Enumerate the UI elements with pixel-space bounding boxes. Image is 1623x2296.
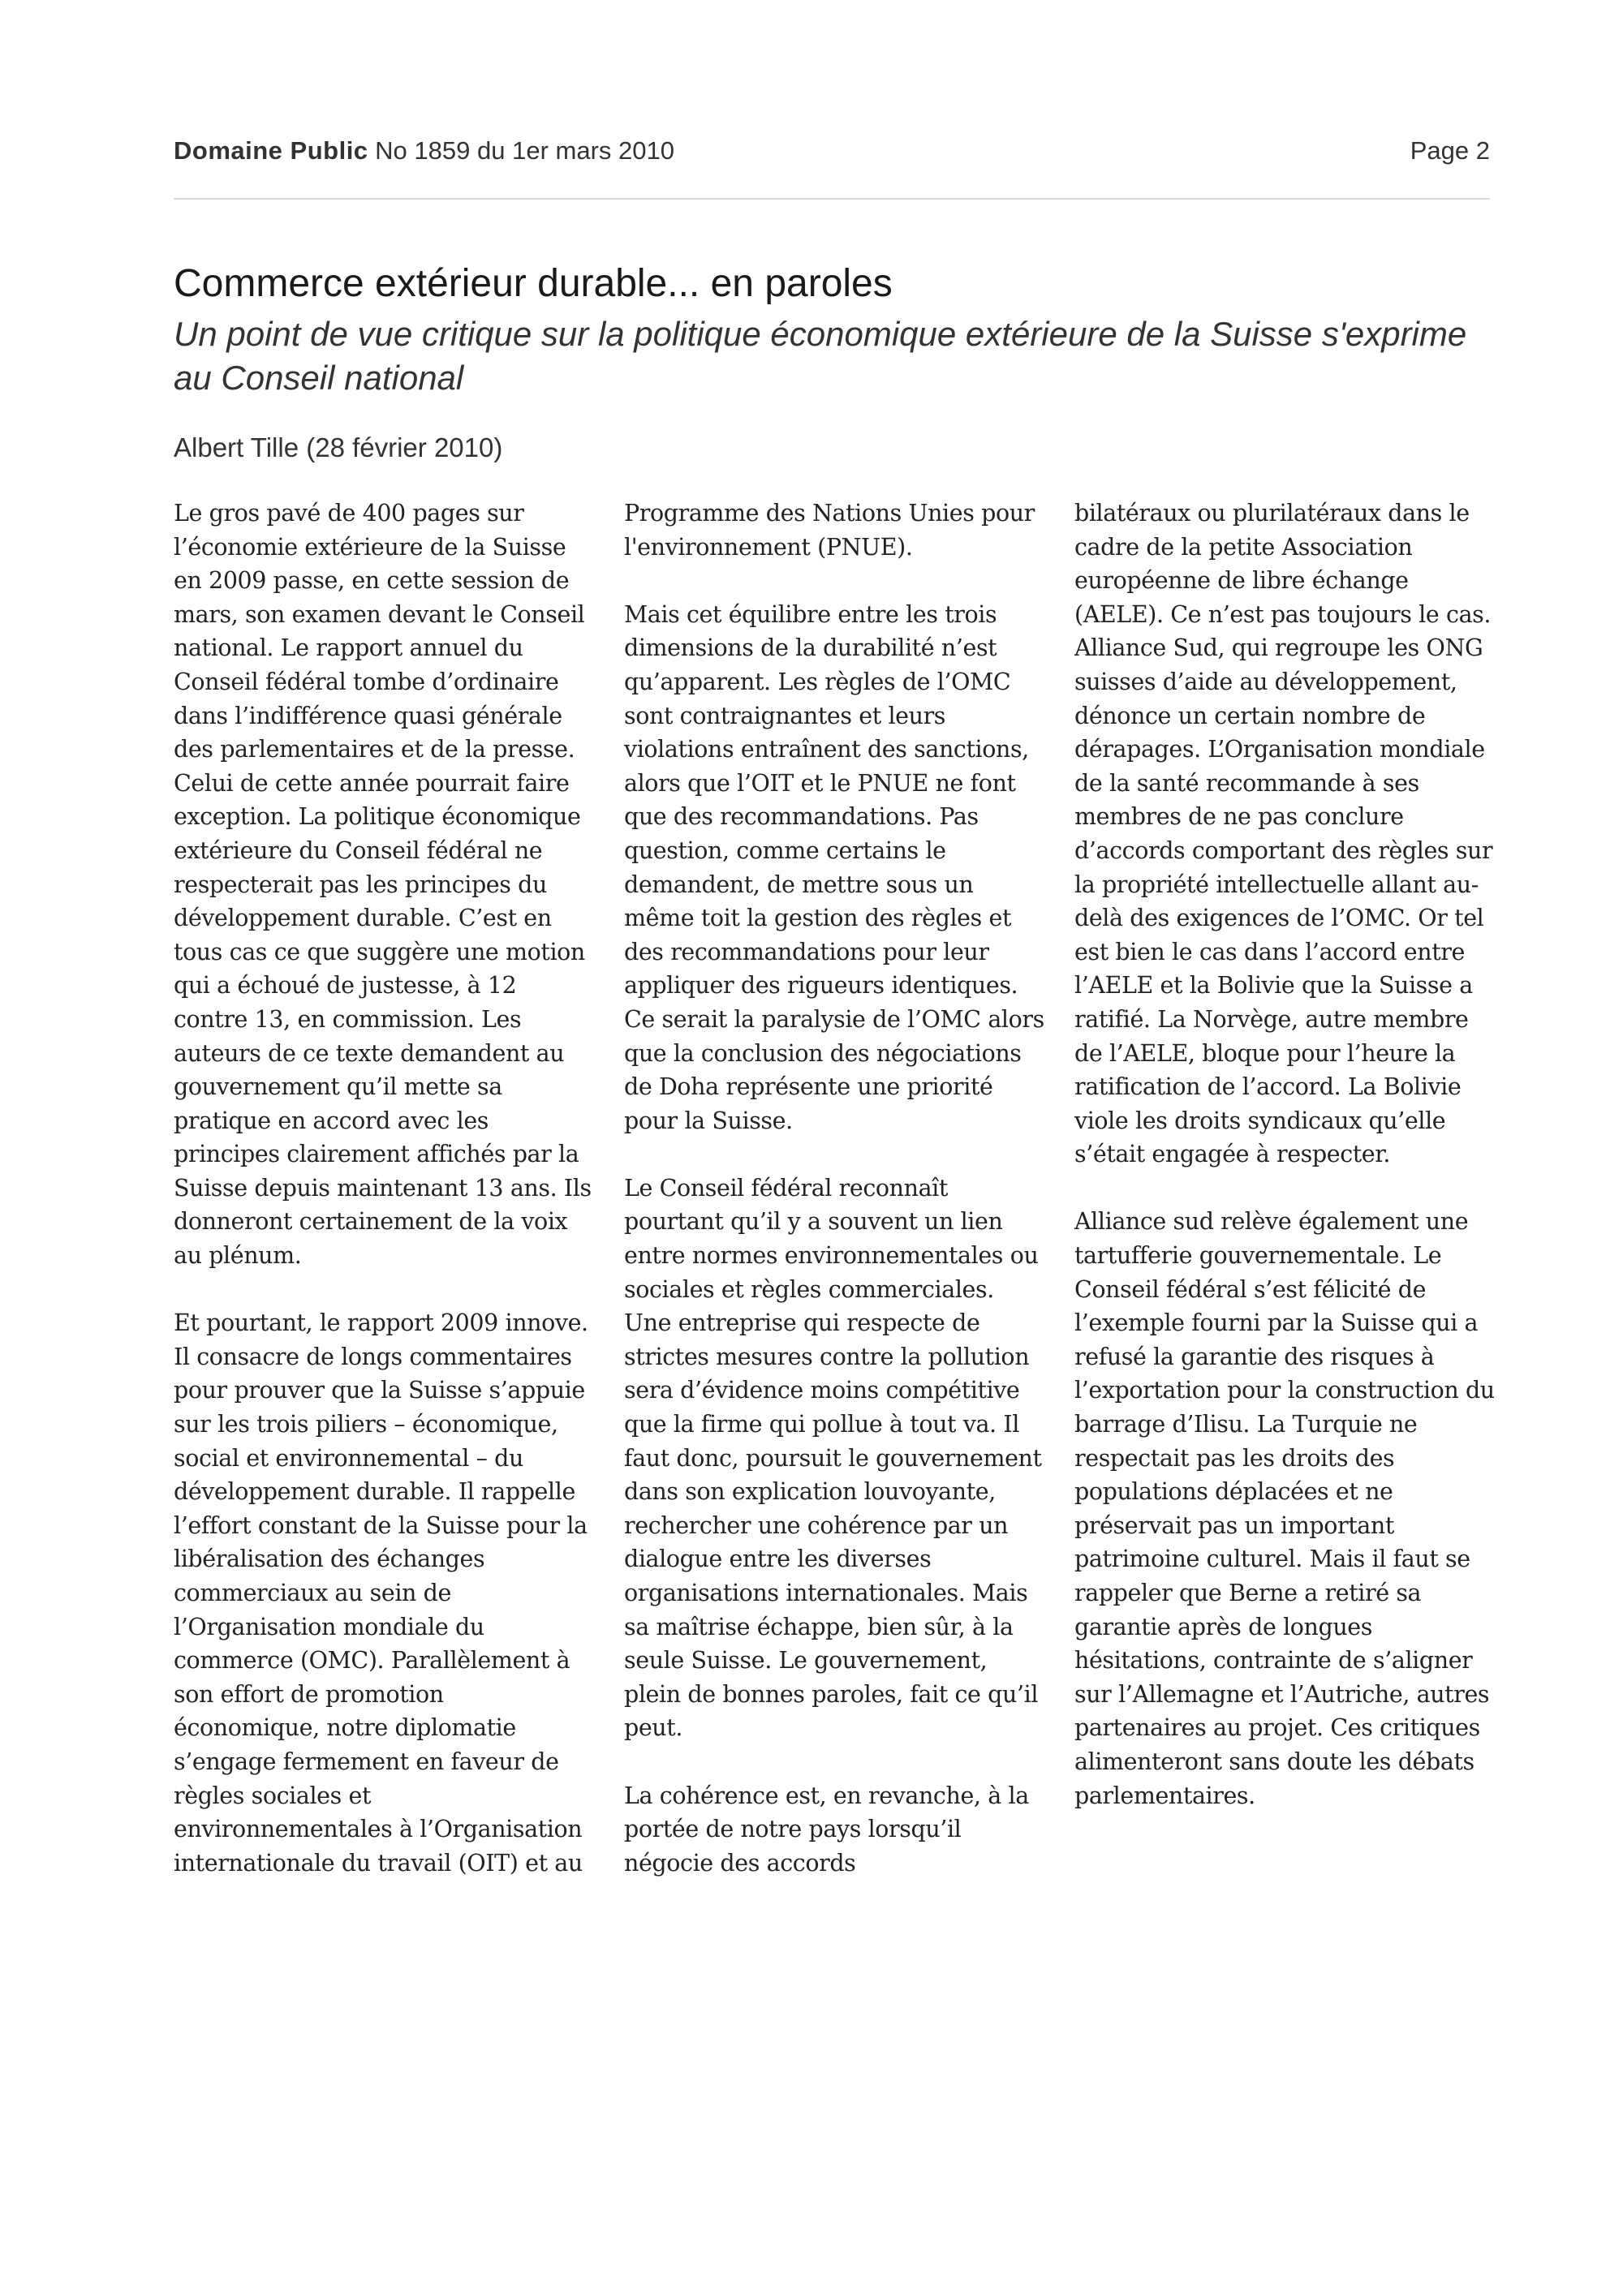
header-divider — [174, 198, 1490, 200]
publication-name: Domaine Public — [174, 136, 368, 165]
text-column-2 — [624, 497, 1046, 1880]
paragraph: Programme des Nations Unies pour l'environnement (PNUE). — [624, 500, 1035, 561]
paragraph: Le gros pavé de 400 pages sur l’économie extérieure de la Suisse en 2009 passe, en cette session de mars, son examen devant le Conseil national. Le rapport annuel du Conseil fédéral tombe d’ordinaire dans l’indifférence quasi générale des parlementaires et de la presse. Celui de cette année pourrait faire exception. La politique économique extérieure du Conseil fédéral ne respecterait pas les principes du développement durable. C’est en tous cas ce que suggère une motion qui a échoué de justesse, à 12 contre 13, en commission. Les auteurs de ce texte demandent au gouvernement qu’il mette sa pratique en accord avec les principes clairement affichés par la Suisse depuis maintenant 13 ans. Ils donneront certainement de la voix au plénum. — [174, 500, 592, 1270]
issue-info: No 1859 du 1er mars 2010 — [375, 136, 674, 165]
article-title: Commerce extérieur durable... en paroles — [174, 262, 893, 305]
page-header — [174, 136, 1490, 169]
text-column-3 — [1074, 497, 1496, 1880]
paragraph: bilatéraux ou plurilatéraux dans le cadre de la petite Association européenne de libre échange (AELE). Ce n’est pas toujours le cas. Alliance Sud, qui regroupe les ONG suisses d’aide au développement, dénonce un certain nombre de dérapages. L’Organisation mondiale de la santé recommande à ses membres de ne pas conclure d’accords comportant des règles sur la propriété intellectuelle allant au-delà des exigences de l’OMC. Or tel est bien le cas dans l’accord entre l’AELE et la Bolivie que la Suisse a ratifié. La Norvège, autre membre de l’AELE, bloque pour l’heure la ratification de l’accord. La Bolivie viole les droits syndicaux qu’elle s’était engagée à respecter. — [1074, 500, 1493, 1168]
text-column-1 — [174, 497, 596, 1880]
article-body — [174, 497, 1496, 1880]
article-byline: Albert Tille (28 février 2010) — [174, 432, 503, 462]
page-number: Page 2 — [1410, 136, 1490, 165]
paragraph: Et pourtant, le rapport 2009 innove. Il consacre de longs commentaires pour prouver que la Suisse s’appuie sur les trois piliers – économique, social et environnemental – du développement durable. Il rappelle l’effort constant de la Suisse pour la libéralisation des échanges commerciaux au sein de l’Organisation mondiale du commerce (OMC). Parallèlement à son effort de promotion économique, notre diplomatie s’engage fermement en faveur de règles sociales et environnementales à l’Organisation internationale du travail (OIT) et au — [174, 1309, 588, 1877]
paragraph: La cohérence est, en revanche, à la portée de notre pays lorsqu’il négocie des accords — [624, 1782, 1029, 1877]
paragraph: Le Conseil fédéral reconnaît pourtant qu’il y a souvent un lien entre normes environnementales ou sociales et règles commerciales. Une entreprise qui respecte de strictes mesures contre la pollution sera d’évidence moins compétitive que la firme qui pollue à tout va. Il faut donc, poursuit le gouvernement dans son explication louvoyante, rechercher une cohérence par un dialogue entre les diverses organisations internationales. Mais sa maîtrise échappe, bien sûr, à la seule Suisse. Le gouvernement, plein de bonnes paroles, fait ce qu’il peut. — [624, 1174, 1042, 1742]
paragraph: Mais cet équilibre entre les trois dimensions de la durabilité n’est qu’apparent. Les règles de l’OMC sont contraignantes et leurs violations entraînent des sanctions, alors que l’OIT et le PNUE ne font que des recommandations. Pas question, comme certains le demandent, de mettre sous un même toit la gestion des règles et des recommandations pour leur appliquer des rigueurs identiques. Ce serait la paralysie de l’OMC alors que la conclusion des négociations de Doha représente une priorité pour la Suisse. — [624, 600, 1044, 1134]
article-subtitle: Un point de vue critique sur la politique économique extérieure de la Suisse s'exprime au Conseil national — [174, 315, 1467, 397]
paragraph: Alliance sud relève également une tartufferie gouvernementale. Le Conseil fédéral s’est félicité de l’exemple fourni par la Suisse qui a refusé la garantie des risques à l’exportation pour la construction du barrage d’Ilisu. La Turquie ne respectait pas les droits des populations déplacées et ne préservait pas un important patrimoine culturel. Mais il faut se rappeler que Berne a retiré sa garantie après de longues hésitations, contrainte de s’aligner sur l’Allemagne et l’Autriche, autres partenaires au projet. Ces critiques alimenteront sans doute les débats parlementaires. — [1074, 1208, 1495, 1809]
